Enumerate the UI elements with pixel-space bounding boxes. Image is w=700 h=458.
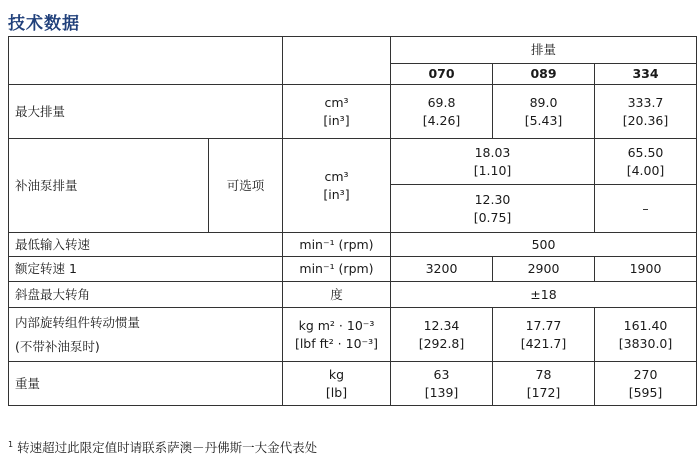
- row-inertia: [9, 308, 697, 362]
- unit-cell: 度: [283, 282, 391, 308]
- row-label: 重量: [9, 362, 283, 406]
- value-cell-334: 270 [595]: [595, 362, 697, 406]
- unit-cell: cm³ [in³]: [283, 85, 391, 139]
- value-cell-089: 89.0 [5.43]: [493, 85, 595, 139]
- header-unit-cell: [283, 37, 391, 85]
- value-cell-334: 333.7 [20.36]: [595, 85, 697, 139]
- value-cell-334: 161.40 [3830.0]: [595, 308, 697, 362]
- value-cell-070-089: 12.30 [0.75]: [391, 185, 595, 233]
- footnote-marker: 1: [8, 439, 14, 449]
- value-cell-070: 69.8 [4.26]: [391, 85, 493, 139]
- header-blank-cell: [9, 37, 283, 85]
- technical-data-table: [8, 36, 697, 406]
- footnote-text: 转速超过此限定值时请联系萨澳－丹佛斯一大金代表处: [17, 440, 318, 455]
- value-cell-334: 65.50 [4.00]: [595, 139, 697, 185]
- row-max-swashplate-angle: [9, 282, 697, 308]
- option-label: 可选项: [209, 139, 283, 233]
- row-min-input-speed: [9, 233, 697, 257]
- unit-cell: min⁻¹ (rpm): [283, 257, 391, 282]
- footnote: [8, 438, 317, 456]
- value-cell-070-089: 18.03 [1.10]: [391, 139, 595, 185]
- row-label: 补油泵排量: [9, 139, 209, 233]
- value-cell-089: 78 [172]: [493, 362, 595, 406]
- size-header-334: 334: [595, 64, 697, 85]
- unit-cell: kg [lb]: [283, 362, 391, 406]
- value-cell-070: 3200: [391, 257, 493, 282]
- size-header-070: 070: [391, 64, 493, 85]
- value-cell-089: 17.77 [421.7]: [493, 308, 595, 362]
- unit-cell: cm³ [in³]: [283, 139, 391, 233]
- row-max-displacement: [9, 85, 697, 139]
- value-cell-070: 12.34 [292.8]: [391, 308, 493, 362]
- row-charge-pump-1: [9, 139, 697, 185]
- row-label: 额定转速 1: [9, 257, 283, 282]
- row-label: 内部旋转组件转动惯量 (不带补油泵时): [9, 308, 283, 362]
- value-cell-070: 63 [139]: [391, 362, 493, 406]
- row-label: 最低输入转速: [9, 233, 283, 257]
- unit-cell: kg m² · 10⁻³ [lbf ft² · 10⁻³]: [283, 308, 391, 362]
- row-label: 斜盘最大转角: [9, 282, 283, 308]
- row-label: 最大排量: [9, 85, 283, 139]
- page-title: 技术数据: [8, 14, 80, 34]
- value-cell-334: 1900: [595, 257, 697, 282]
- row-weight: [9, 362, 697, 406]
- unit-cell: min⁻¹ (rpm): [283, 233, 391, 257]
- value-cell-089: 2900: [493, 257, 595, 282]
- size-header-089: 089: [493, 64, 595, 85]
- displacement-group-header: 排量: [391, 37, 697, 64]
- value-cell-all: 500: [391, 233, 697, 257]
- value-cell-334: –: [595, 185, 697, 233]
- header-group-row: [9, 37, 697, 64]
- row-rated-speed: [9, 257, 697, 282]
- value-cell-all: ±18: [391, 282, 697, 308]
